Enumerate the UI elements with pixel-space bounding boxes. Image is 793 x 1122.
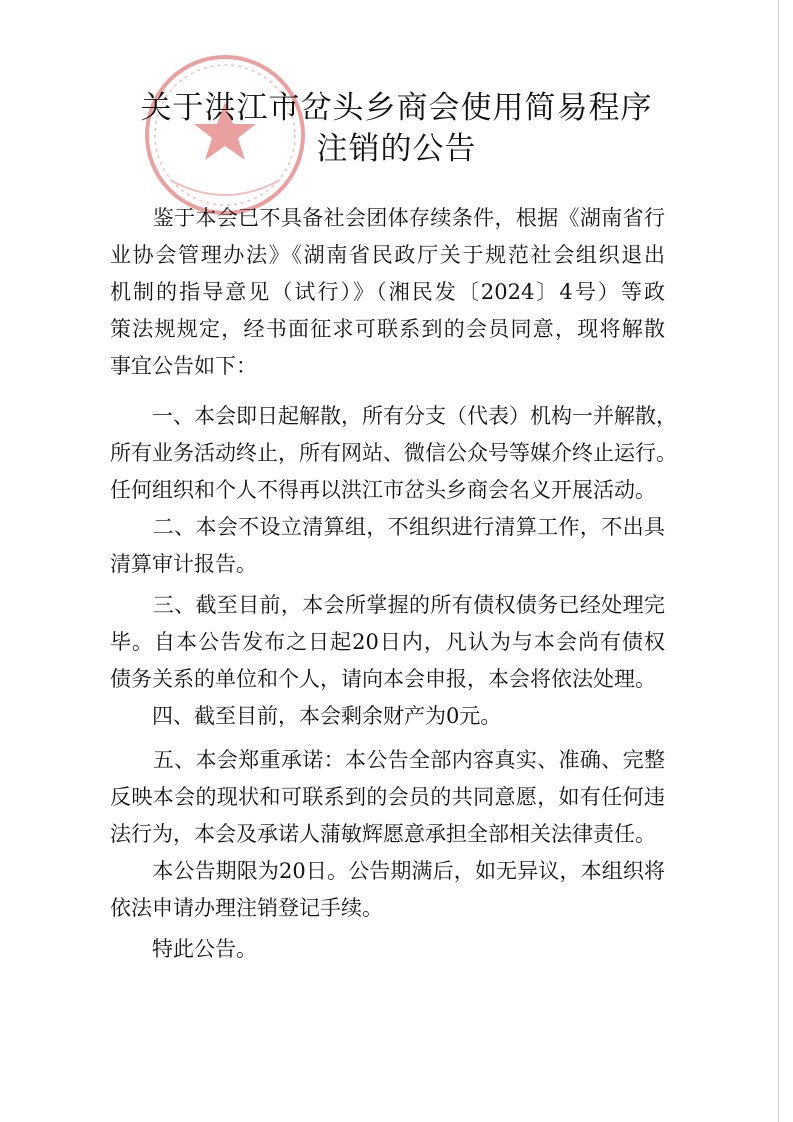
paragraph-3-line-2: 清算审计报告。 bbox=[110, 552, 257, 576]
paragraph-1-line-4: 策法规规定，经书面征求可联系到的会员同意，现将解散 bbox=[110, 317, 665, 341]
paragraph-2-line-3: 任何组织和个人不得再以洪江市岔头乡商会名义开展活动。 bbox=[110, 478, 656, 502]
paragraph-2-line-2: 所有业务活动终止，所有网站、微信公众号等媒介终止运行。 bbox=[110, 441, 677, 465]
paragraph-1-line-2: 业协会管理办法》《湖南省民政厅关于规范社会组织退出 bbox=[110, 243, 665, 267]
page-edge-divider bbox=[778, 0, 779, 1122]
paragraph-8-line-1: 特此公告。 bbox=[110, 937, 257, 961]
paragraph-1-line-5: 事宜公告如下： bbox=[110, 354, 257, 378]
paragraph-1-line-3: 机制的指导意见（试行）》（湘民发〔2024〕4号）等政 bbox=[110, 280, 665, 304]
paragraph-6-line-2: 反映本会的现状和可联系到的会员的共同意愿，如有任何违 bbox=[110, 785, 665, 809]
paragraph-2-line-1: 一、本会即日起解散，所有分支（代表）机构一并解散， bbox=[110, 404, 677, 428]
paragraph-7-line-2: 依法申请办理注销登记手续。 bbox=[110, 896, 383, 920]
paragraph-5-line-1: 四、截至目前，本会剩余财产为0元。 bbox=[110, 704, 502, 728]
paragraph-6-line-3: 法行为，本会及承诺人蒲敏辉愿意承担全部相关法律责任。 bbox=[110, 822, 656, 846]
paragraph-4-line-1: 三、截至目前，本会所掌握的所有债权债务已经处理完 bbox=[110, 593, 665, 617]
paragraph-4-line-3: 债务关系的单位和个人，请向本会申报，本会将依法处理。 bbox=[110, 667, 656, 691]
notice-title-line-2: 注销的公告 bbox=[316, 131, 477, 167]
paragraph-7-line-1: 本公告期限为20日。公告期满后，如无异议，本组织将 bbox=[110, 859, 665, 883]
notice-title-line-1: 关于洪江市岔头乡商会使用简易程序 bbox=[140, 90, 653, 126]
paragraph-3-line-1: 二、本会不设立清算组，不组织进行清算工作，不出具 bbox=[110, 515, 665, 539]
paragraph-1-line-1: 鉴于本会已不具备社会团体存续条件，根据《湖南省行 bbox=[110, 206, 665, 230]
paragraph-6-line-1: 五、本会郑重承诺：本公告全部内容真实、准确、完整 bbox=[110, 748, 665, 772]
paragraph-4-line-2: 毕。自本公告发布之日起20日内，凡认为与本会尚有债权 bbox=[110, 630, 665, 654]
